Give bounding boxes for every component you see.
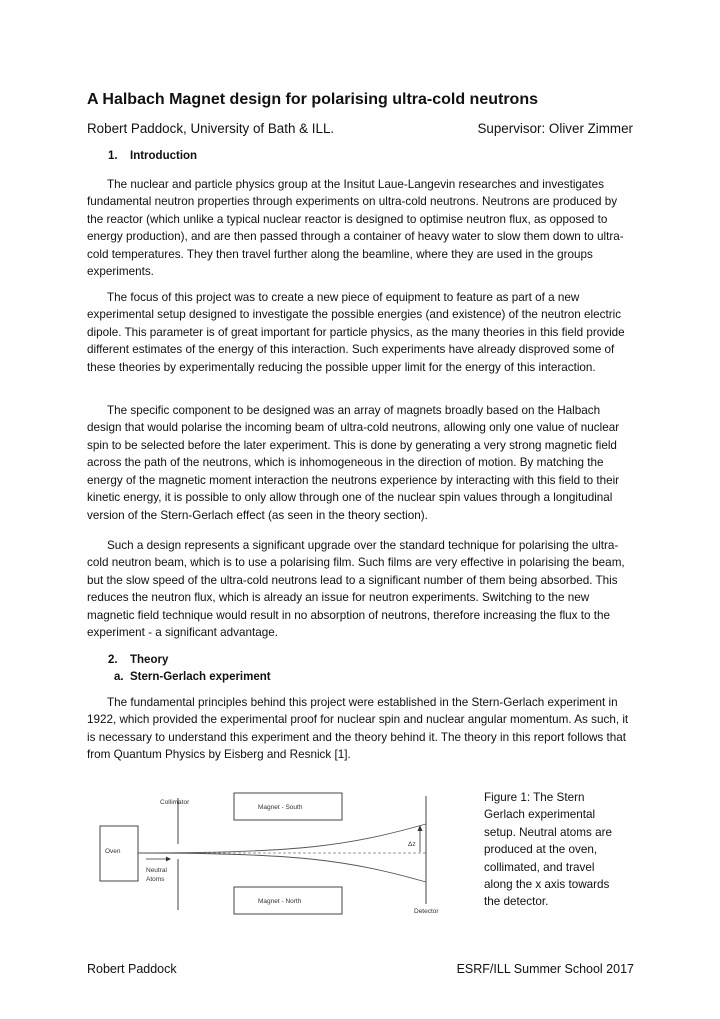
magnet-north-label: Magnet - North xyxy=(258,898,302,905)
collimator-label: Collimator xyxy=(160,799,190,806)
paper-title: A Halbach Magnet design for polarising ultra-cold neutrons xyxy=(87,91,538,108)
author-line: Robert Paddock, University of Bath & ILL. xyxy=(87,121,335,136)
beam-path-upper xyxy=(138,824,426,853)
footer-author: Robert Paddock xyxy=(87,962,177,976)
paragraph-2: The focus of this project was to create a new piece of equipment to feature as part of a new experimental setup designed to investigate the possible energies (and existence) of the neutron electric dipole. This parameter is of great important for particle physics, as the many theories in this field provide different estimates of the energy of this interaction. Such experiments have already disproved some of these theories by experimentally reducing the possible upper limit for the energy of this interaction. xyxy=(87,291,625,374)
subsection-title: Stern-Gerlach experiment xyxy=(130,671,271,683)
section-title: Introduction xyxy=(130,150,198,162)
paragraph-1: The nuclear and particle physics group at the Insitut Laue-Langevin researches and investigates fundamental neutron properties through experiments on ultra-cold neutrons. Neutrons are produced by the reactor (which unlike a typical nuclear reactor is designed to optimise neutron flux, as opposed to energy production), and are then passed through a container of heavy water to slow them down to ultra-cold temperatures. They then travel further along the beamline, where they are used in the groups experiments. xyxy=(87,178,624,279)
neutral-label: Neutral xyxy=(146,867,167,874)
supervisor-line: Supervisor: Oliver Zimmer xyxy=(477,121,633,136)
atoms-label: Atoms xyxy=(146,876,165,883)
paragraph-4: Such a design represents a significant upgrade over the standard technique for polarising the ultra-cold neutron beam, which is to use a polarising film. Such films are very effective in polarising the beam, but the slow speed of the ultra-cold neutrons lead to a significant number of them being absorbed. This reduces the neutron flux, which is already an issue for neutron experiments. Switching to the new magnetic field technique would result in no absorption of neutrons, therefore increasing the flux to the experiment - a significant advantage. xyxy=(87,539,625,640)
section-heading-theory xyxy=(108,654,168,666)
section-number: 1. xyxy=(108,150,118,162)
subsection-number: a. xyxy=(114,671,124,683)
paragraph-5: The fundamental principles behind this project were established in the Stern-Gerlach experiment in 1922, which provided the experimental proof for nuclear spin and nuclear angular momentum. As such, it is necessary to understand this experiment and the theory behind it. The theory in this report follows that from Quantum Physics by Eisberg and Resnick [1]. xyxy=(87,696,629,762)
section-number: 2. xyxy=(108,654,118,666)
subsection-heading-stern-gerlach xyxy=(114,671,271,683)
stern-gerlach-diagram xyxy=(98,786,468,922)
oven-label: Oven xyxy=(105,848,121,855)
paragraph-3: The specific component to be designed was an array of magnets broadly based on the Halbach design that would polarise the incoming beam of ultra-cold neutrons, allowing only one value of nuclear spin to be selected before the later experiment. This is done by generating a very strong magnetic field across the path of the neutrons, which is inhomogeneous in the direction of motion. By matching the energy of the magnetic moment interaction the neutrons experience by interacting with this field to their kinetic energy, it is possible to only allow through one of the nuclear spin values through a longitudinal version of the Stern-Gerlach effect (as seen in the theory section). xyxy=(87,404,620,522)
magnet-south-label: Magnet - South xyxy=(258,804,303,811)
section-title: Theory xyxy=(130,654,169,666)
beam-path-lower xyxy=(138,853,426,882)
beam-direction-arrowhead xyxy=(166,857,171,862)
detector-label: Detector xyxy=(414,908,439,915)
figure-caption: Figure 1: The Stern Gerlach experimental setup. Neutral atoms are produced at the oven, collimated, and travel along the x axis towards the detector. xyxy=(484,791,612,909)
delta-z-label: Δz xyxy=(408,841,416,848)
footer-event: ESRF/ILL Summer School 2017 xyxy=(456,962,634,976)
section-heading-introduction xyxy=(108,150,197,162)
